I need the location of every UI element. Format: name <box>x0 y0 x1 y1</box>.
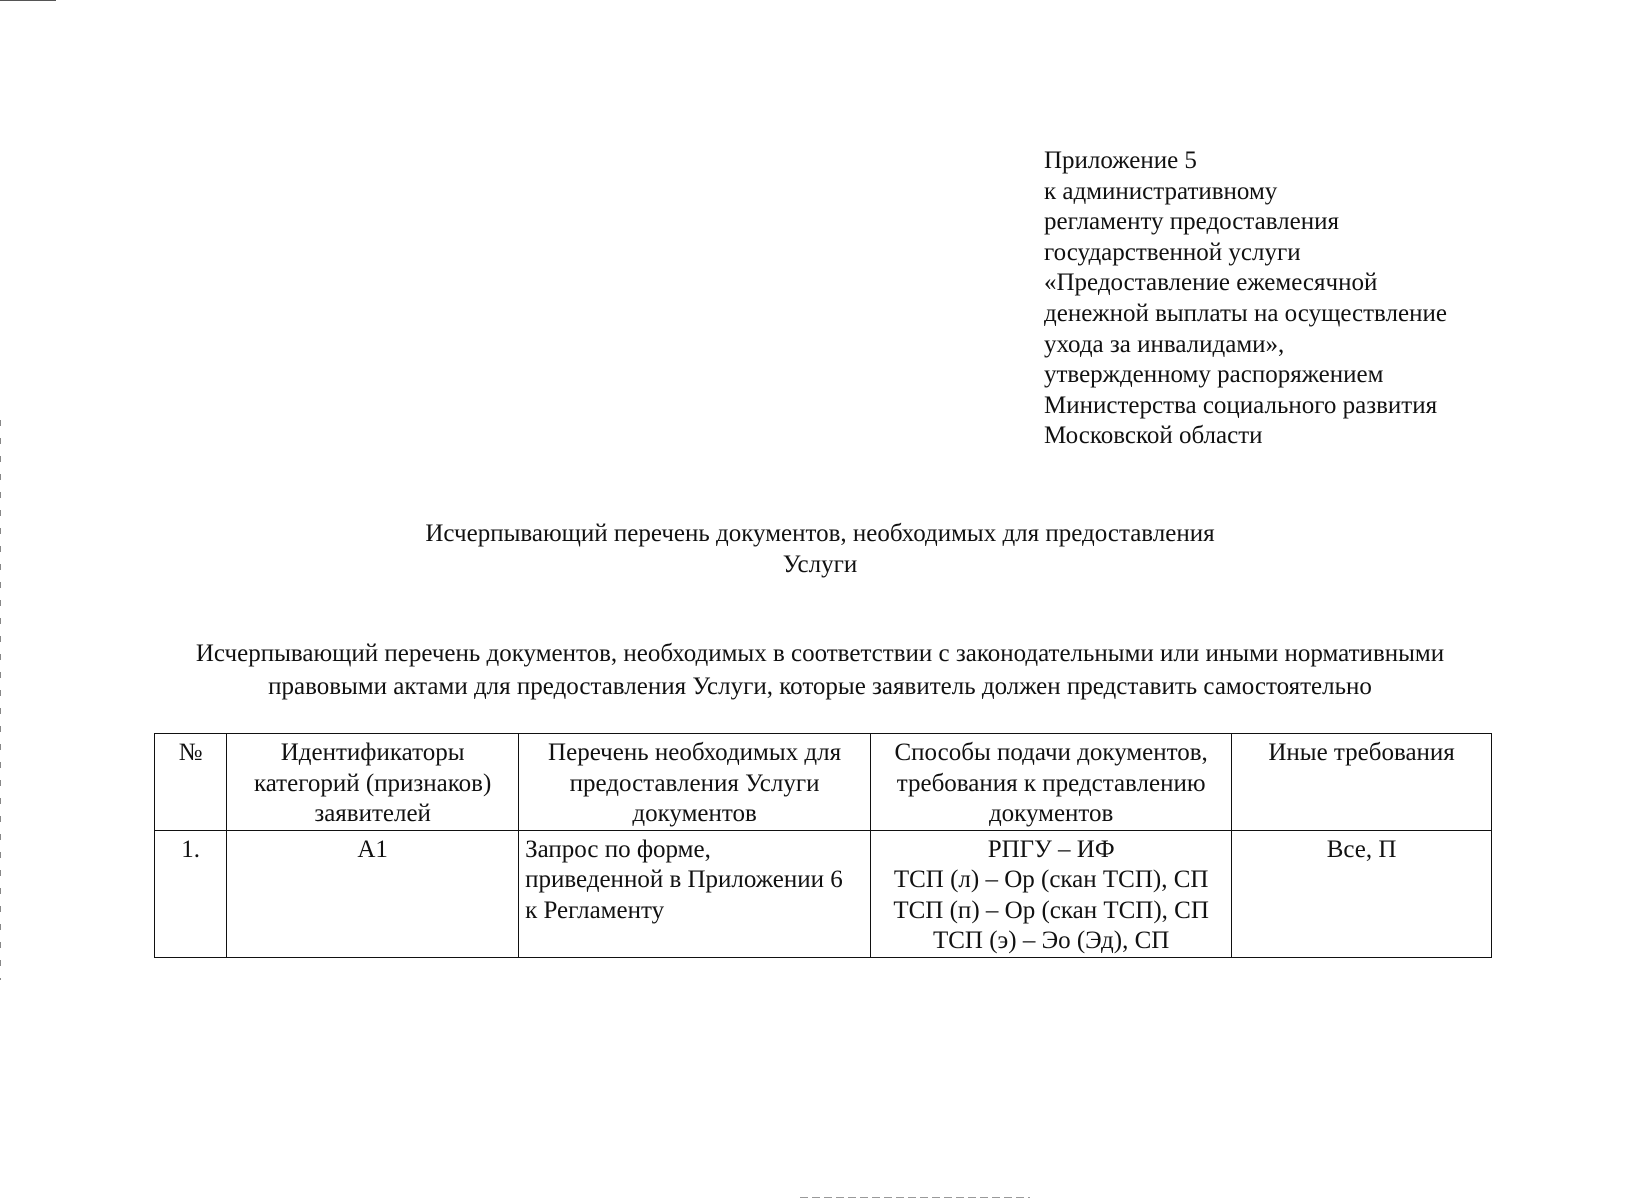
documents-table <box>154 733 1492 958</box>
scan-artifact <box>800 1197 1030 1198</box>
appendix-line: регламенту предоставления <box>1044 208 1340 236</box>
scan-artifact <box>0 0 56 1</box>
appendix-line: денежной выплаты на осуществление <box>1044 299 1447 327</box>
appendix-line: утвержденному распоряжением <box>1044 361 1384 389</box>
appendix-line: государственной услуги <box>1044 238 1301 266</box>
appendix-line: Приложение 5 <box>1044 147 1197 174</box>
header-methods: Способы подачи документов, требования к представлению документов <box>871 734 1232 831</box>
cell-number: 1. <box>155 830 227 957</box>
cell-methods: РПГУ – ИФ ТСП (л) – Ор (скан ТСП), СП ТСП (п) – Ор (скан ТСП), СП ТСП (э) – Эо (Эд), СП <box>871 830 1232 957</box>
cell-documents: Запрос по форме, приведенной в Приложении 6 к Регламенту <box>519 830 871 957</box>
header-documents: Перечень необходимых для предоставления Услуги документов <box>519 734 871 831</box>
title-line: Услуги <box>782 551 858 578</box>
appendix-line: Московской области <box>1044 422 1263 450</box>
cell-other-requirements: Все, П <box>1232 830 1492 957</box>
cell-identifier: А1 <box>227 830 519 957</box>
document-subtitle <box>0 637 1640 703</box>
appendix-header <box>1044 146 1544 452</box>
title-line: Исчерпывающий перечень документов, необходимых для предоставления <box>425 520 1215 547</box>
subtitle-line: правовыми актами для предоставления Услуги, которые заявитель должен представить самостоятельно <box>268 673 1372 700</box>
appendix-line: Министерства социального развития <box>1044 391 1438 419</box>
header-identifiers: Идентификаторы категорий (признаков) заявителей <box>227 734 519 831</box>
table-header-row <box>155 734 1492 831</box>
appendix-line: «Предоставление ежемесячной <box>1044 269 1378 297</box>
table-row <box>155 830 1492 957</box>
appendix-line: ухода за инвалидами», <box>1044 330 1285 358</box>
subtitle-line: Исчерпывающий перечень документов, необходимых в соответствии с законодательными или иными нормативными <box>195 640 1445 667</box>
document-title <box>0 518 1640 580</box>
appendix-line: к административному <box>1044 177 1278 205</box>
header-other-requirements: Иные требования <box>1232 734 1492 831</box>
header-number: № <box>155 734 227 831</box>
